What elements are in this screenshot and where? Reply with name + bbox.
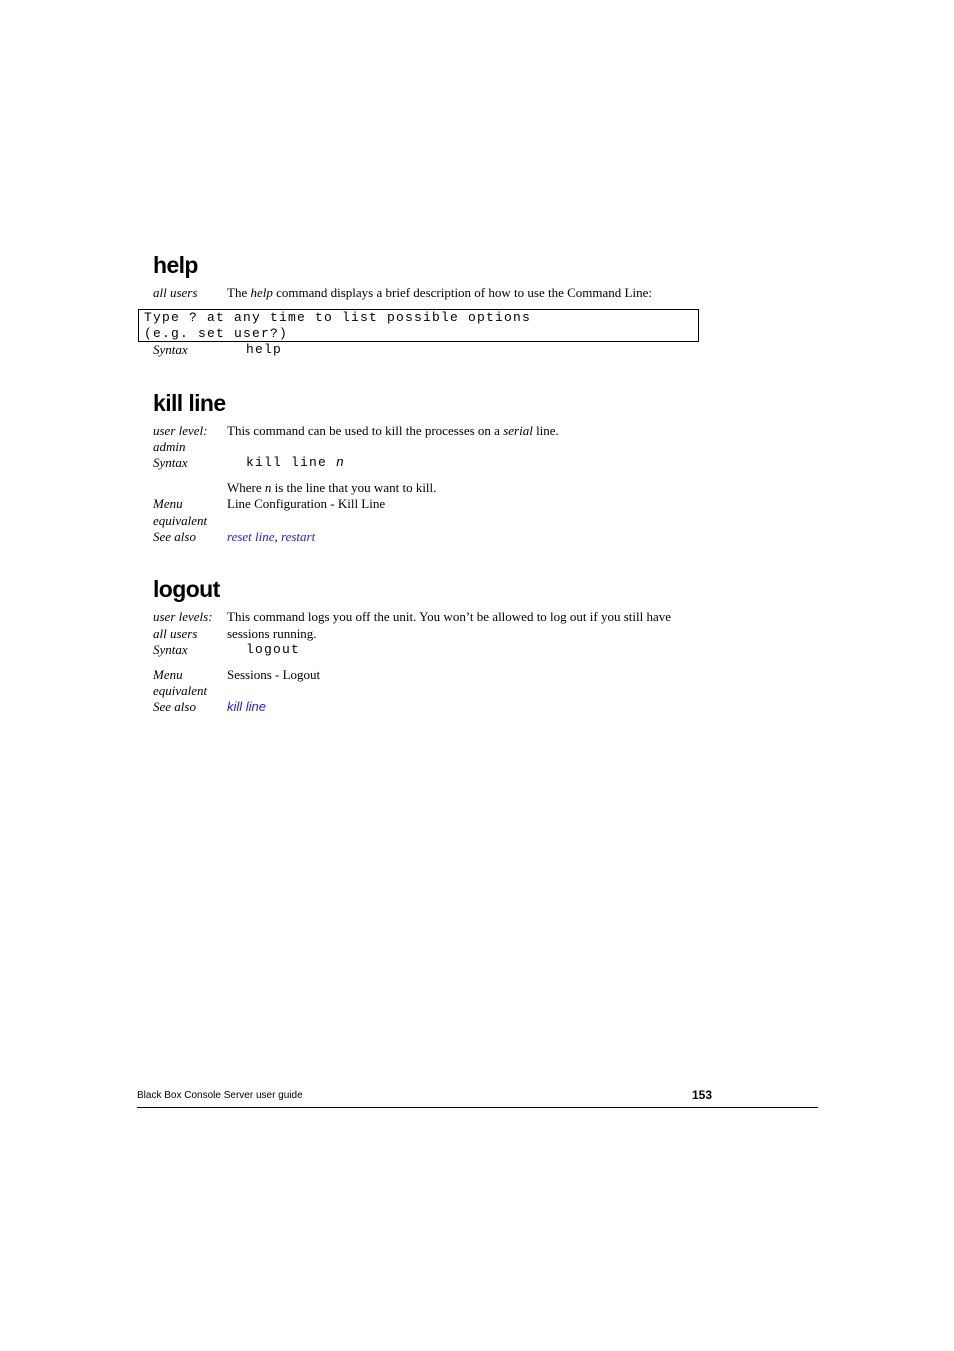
logout-menu-label: Menu	[153, 667, 183, 682]
logout-level-value: all users	[153, 626, 198, 641]
help-box-line2: (e.g. set user?)	[144, 326, 289, 341]
kill-line-level-value: admin	[153, 439, 186, 454]
kill-line-link[interactable]: kill line	[227, 699, 267, 714]
kill-line-see-also	[227, 529, 315, 545]
page-number: 153	[692, 1088, 713, 1102]
help-output-box	[138, 309, 699, 342]
kill-line-where-pre: Where	[227, 480, 265, 495]
logout-see-also-label: See also	[153, 699, 196, 714]
kill-line-level-label: user level:	[153, 423, 208, 438]
kill-line-desc-post: line.	[532, 423, 559, 438]
help-user-label: all users	[153, 285, 198, 300]
help-syntax: help	[246, 342, 283, 357]
logout-syntax: logout	[246, 642, 301, 657]
logout-menu-label-2: equivalent	[153, 683, 208, 698]
restart-link[interactable]: restart	[281, 529, 316, 544]
footer-guide-title: Black Box Console Server user guide	[137, 1090, 303, 1101]
help-description	[227, 285, 652, 301]
reset-line-link[interactable]: reset line	[227, 529, 275, 544]
help-desc-em: help	[250, 285, 273, 300]
logout-description-line2: sessions running.	[227, 626, 317, 641]
help-syntax-label: Syntax	[153, 342, 188, 357]
kill-line-syntax-arg: n	[336, 455, 346, 470]
kill-line-where	[227, 480, 436, 496]
logout-description-line1: This command logs you off the unit. You won’t be allowed to log out if you still have	[227, 609, 672, 624]
kill-line-menu-value: Line Configuration - Kill Line	[227, 496, 386, 511]
kill-line-desc-em: serial	[503, 423, 533, 438]
help-desc-post: command displays a brief description of how to use the Command Line:	[272, 285, 652, 300]
help-box-line1: Type ? at any time to list possible options	[144, 310, 532, 325]
kill-line-desc-pre: This command can be used to kill the processes on a	[227, 423, 504, 438]
kill-line-where-post: is the line that you want to kill.	[271, 480, 437, 495]
kill-line-description	[227, 423, 559, 439]
kill-line-see-also-label: See also	[153, 529, 196, 544]
kill-line-syntax	[246, 455, 345, 470]
footer-rule	[137, 1107, 818, 1108]
logout-syntax-label: Syntax	[153, 642, 188, 657]
logout-see-also	[227, 699, 266, 715]
kill-line-where-em: n	[264, 480, 272, 495]
kill-line-syntax-label: Syntax	[153, 455, 188, 470]
help-heading: help	[153, 252, 198, 278]
logout-heading: logout	[153, 576, 220, 602]
kill-line-menu-label-2: equivalent	[153, 513, 208, 528]
logout-level-label: user levels:	[153, 609, 213, 624]
logout-menu-value: Sessions - Logout	[227, 667, 321, 682]
kill-line-menu-label: Menu	[153, 496, 183, 511]
kill-line-syntax-cmd: kill line	[246, 455, 337, 470]
kill-line-heading: kill line	[153, 390, 226, 416]
link-separator: ,	[274, 529, 282, 544]
help-desc-pre: The	[227, 285, 251, 300]
